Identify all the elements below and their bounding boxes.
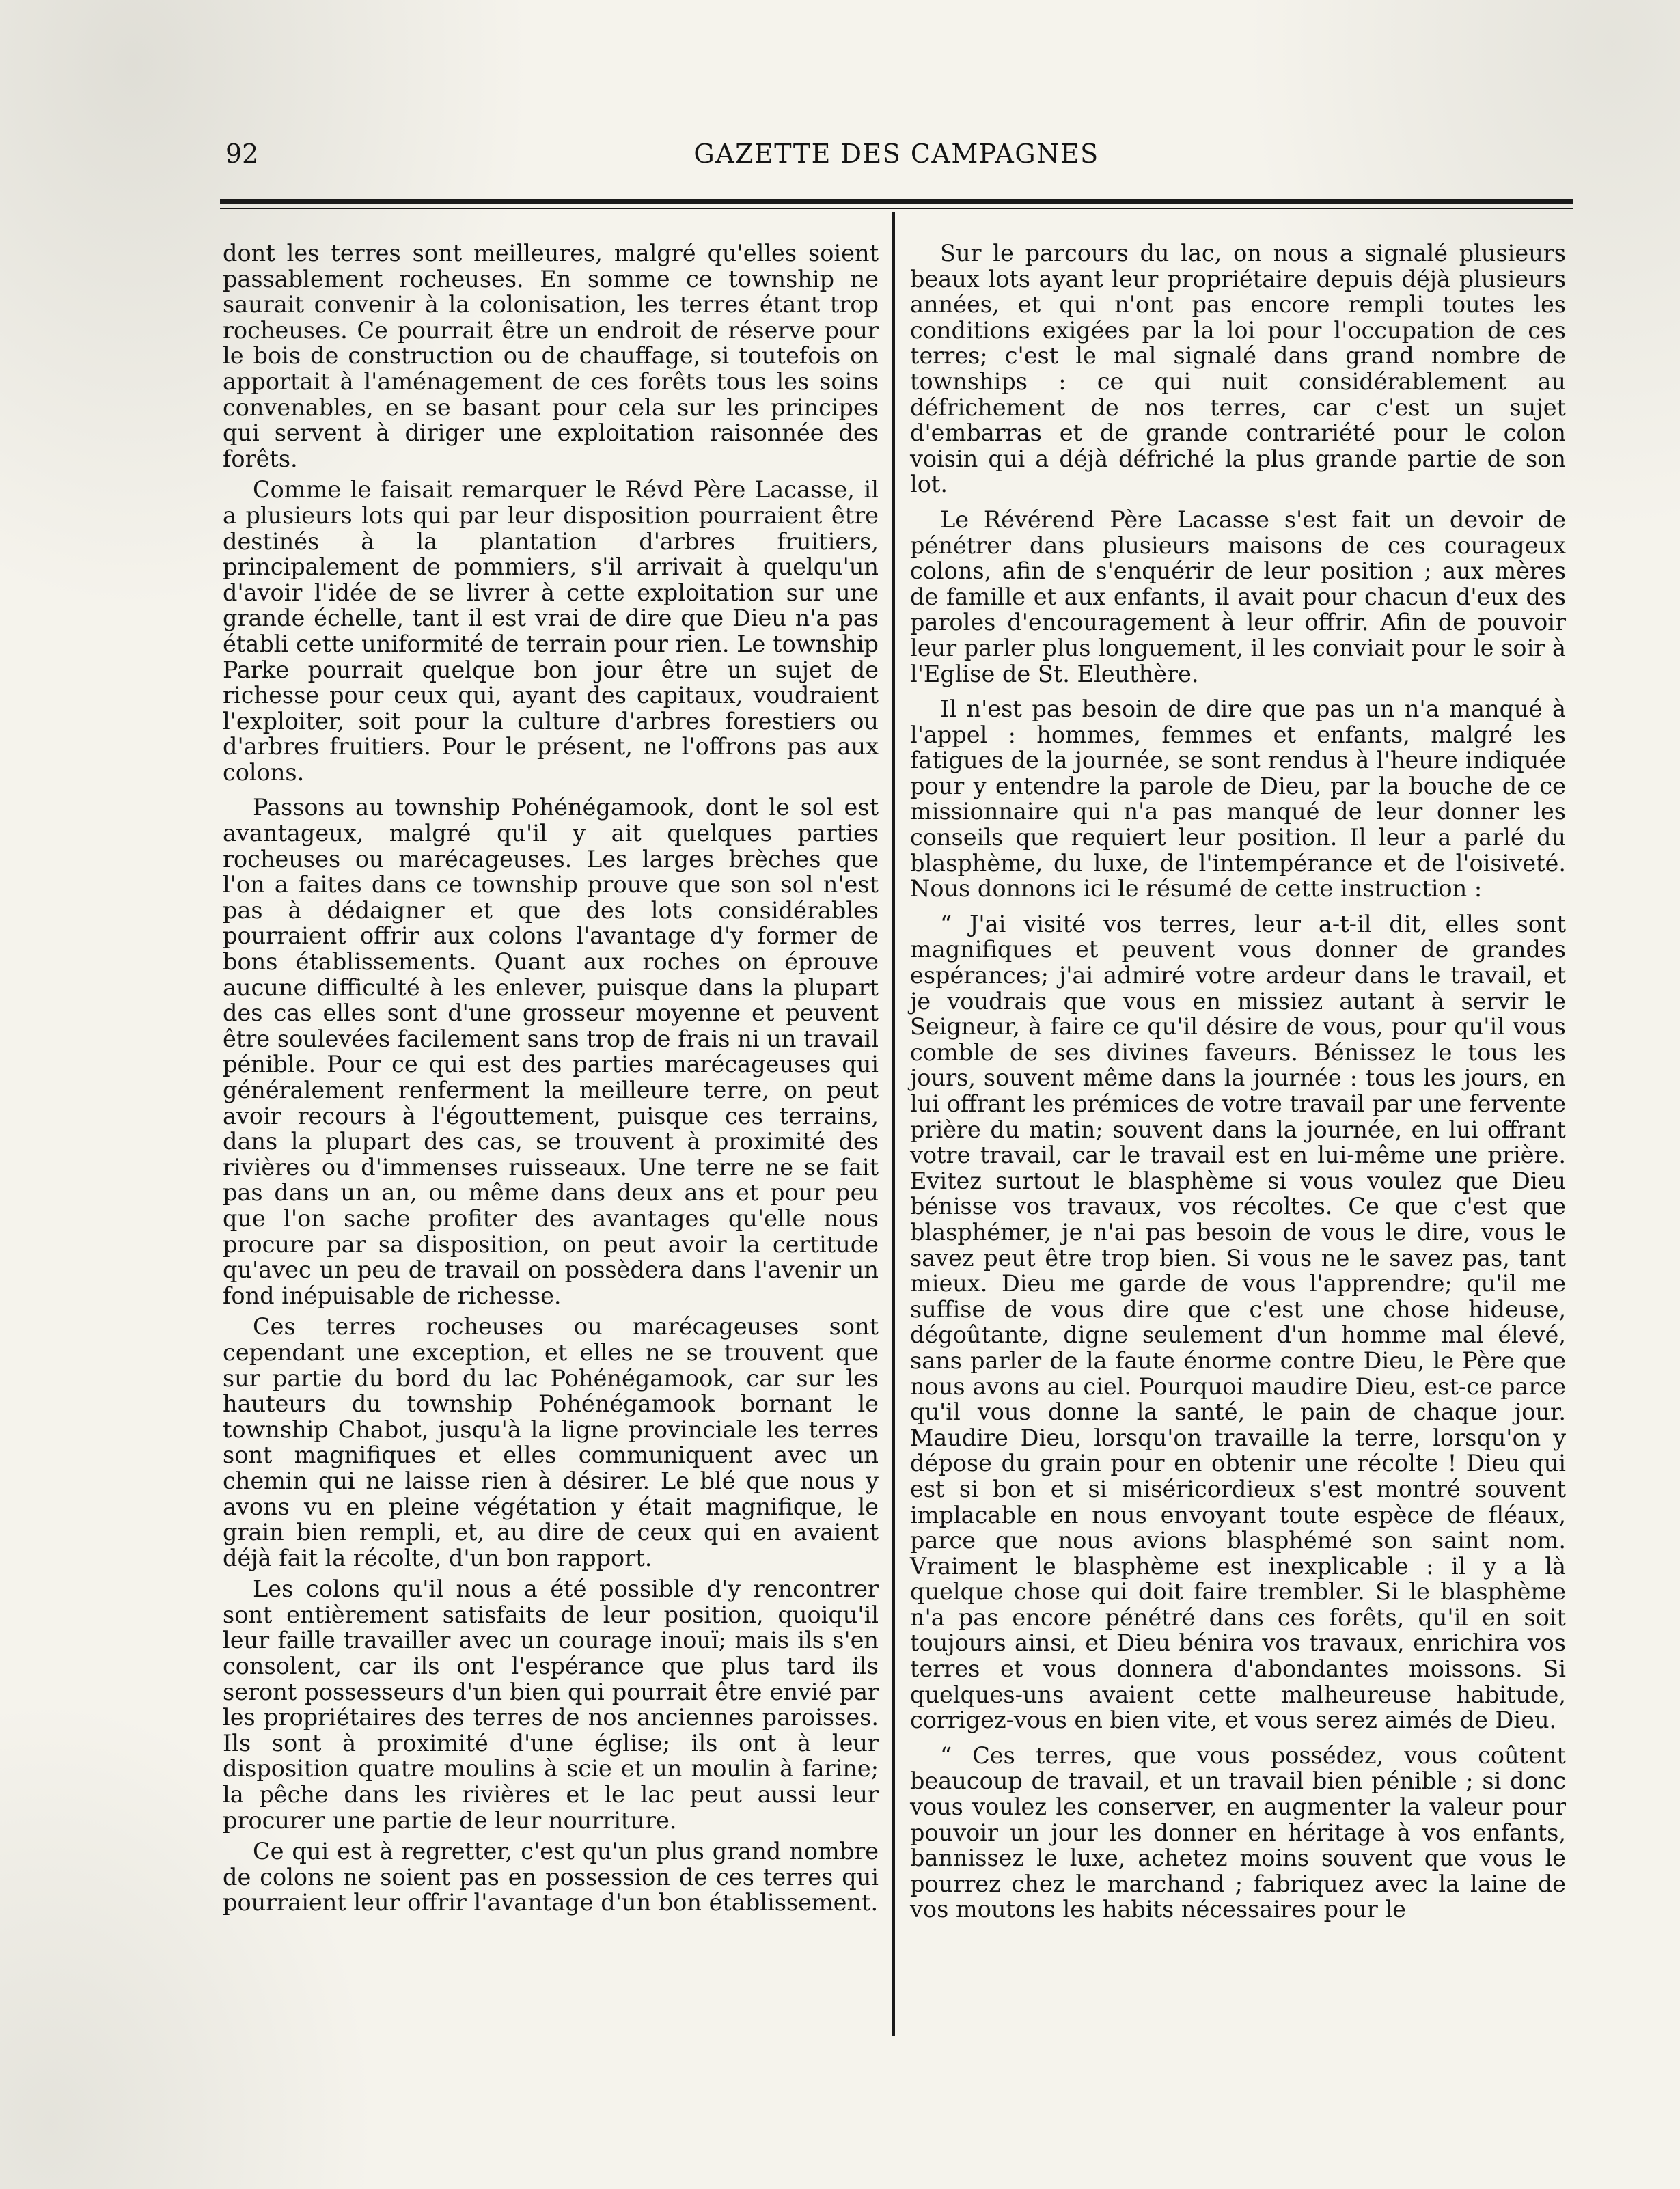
paragraph: Ces terres rocheuses ou marécageuses sont cependant une exception, et elles ne se trouvent que sur partie du bord du lac Pohénégamook, car sur les hauteurs du township Pohénégamook bornant le township Chabot, jusqu'à la ligne provinciale les terres sont magnifiques et elles communiquent avec un chemin qui ne laisse rien à désirer. Le blé que nous y avons vu en pleine végétation y était magnifique, le grain bien rempli, et, au dire de ceux qui en avaient déjà fait la récolte, d'un bon rapport. — [223, 1313, 879, 1571]
column-divider — [892, 212, 895, 2036]
paragraph: Il n'est pas besoin de dire que pas un n'a manqué à l'appel : hommes, femmes et enfants, malgré les fatigues de la journée, se sont rendus à l'heure indiquée pour y entendre la parole de Dieu, par la bouche de ce missionnaire qui n'a pas manqué de leur donner les conseils que requiert leur position. Il leur a parlé du blasphème, du luxe, de l'intempérance et de l'oisiveté. Nous donnons ici le résumé de cette instruction : — [910, 696, 1566, 903]
paragraph: Passons au township Pohénégamook, dont le sol est avantageux, malgré qu'il y ait quelques parties rocheuses ou marécageuses. Les larges brèches que l'on a faites dans ce township prouve que son sol n'est pas à dédaigner et que des lots considérables pourraient offrir aux colons l'avantage d'y former de bons établissements. Quant aux roches on éprouve aucune difficulté à les enlever, puisque dans la plupart des cas elles sont d'une grosseur moyenne et peuvent être soulevées facilement sans trop de frais ni un travail pénible. Pour ce qui est des parties marécageuses qui généralement renferment la meilleure terre, on peut avoir recours à l'égouttement, puisque ces terrains, dans la plupart des cas, se trouvent à proximité des rivières ou d'immenses ruisseaux. Une terre ne se fait pas dans un an, ou même dans deux ans et pour peu que l'on sache profiter des avantages qu'elle nous procure par sa disposition, on peut avoir la certitude qu'avec un peu de travail on possèdera dans l'avenir un fond inépuisable de richesse. — [223, 794, 879, 1309]
paragraph: dont les terres sont meilleures, malgré qu'elles soient passablement rocheuses. En somme ce township ne saurait convenir à la colonisation, les terres étant trop rocheuses. Ce pourrait être un endroit de réserve pour le bois de construction ou de chauffage, si toutefois on apportait à l'aménagement de ces forêts tous les soins convenables, en se basant pour cela sur les principes qui servent à diriger une exploitation raisonnée des forêts. — [223, 240, 879, 472]
page-header — [220, 133, 1573, 174]
paragraph: Ce qui est à regretter, c'est qu'un plus grand nombre de colons ne soient pas en possession de ces terres qui pourraient leur offrir l'avantage d'un bon établissement. — [223, 1838, 879, 1916]
paragraph: “ Ces terres, que vous possédez, vous coûtent beaucoup de travail, et un travail bien pénible ; si donc vous voulez les conserver, en augmenter la valeur pour pouvoir un jour les donner en héritage à vos enfants, bannissez le luxe, achetez moins souvent que vous le pourrez chez le marchand ; fabriquez avec la laine de vos moutons les habits nécessaires pour le — [910, 1741, 1566, 1923]
left-column — [223, 240, 879, 1921]
page-number: 92 — [225, 139, 259, 169]
paragraph: Sur le parcours du lac, on nous a signalé plusieurs beaux lots ayant leur propriétaire depuis déjà plusieurs années, et qui n'ont pas encore rempli toutes les conditions exigées par la loi pour l'occupation de ces terres; c'est le mal signalé dans grand nombre de townships : ce qui nuit considérablement au défrichement de nos terres, car c'est un sujet d'embarras et de grande contrariété pour le colon voisin qui a déjà défriché la plus grande partie de son lot. — [910, 240, 1566, 498]
publication-title: GAZETTE DES CAMPAGNES — [693, 139, 1099, 169]
header-rule-thin — [220, 208, 1573, 209]
paragraph: Comme le faisait remarquer le Révd Père Lacasse, il a plusieurs lots qui par leur disposition pourraient être destinés à la plantation d'arbres fruitiers, principalement de pommiers, s'il arrivait à quelqu'un d'avoir l'idée de se livrer à cette exploitation sur une grande échelle, tant il est vrai de dire que Dieu n'a pas établi cette uniformité de terrain pour rien. Le township Parke pourrait quelque bon jour être un sujet de richesse pour ceux qui, ayant des capitaux, voudraient l'exploiter, soit pour la culture d'arbres forestiers ou d'arbres fruitiers. Pour le présent, ne l'offrons pas aux colons. — [223, 476, 879, 786]
header-rule-thick — [220, 199, 1573, 204]
paragraph: “ J'ai visité vos terres, leur a-t-il dit, elles sont magnifiques et peuvent vous donner de grandes espérances; j'ai admiré votre ardeur dans le travail, et je voudrais que vous en missiez autant à servir le Seigneur, à faire ce qu'il désire de vous, pour qu'il vous comble de ses divines faveurs. Bénissez le tous les jours, souvent même dans la journée : tous les jours, en lui offrant les prémices de votre travail par une fervente prière du matin; souvent dans la journée, en lui offrant votre travail, car le travail est en lui-même une prière. Evitez surtout le blasphème si vous voulez que Dieu bénisse vos travaux, vos récoltes. Ce que c'est que blasphémer, je n'ai pas besoin de vous le dire, vous le savez peut être trop bien. Si vous ne le savez pas, tant mieux. Dieu me garde de vous l'apprendre; qu'il me suffise de vous dire que c'est une chose hideuse, dégoûtante, digne seulement d'un homme mal élevé, sans parler de la faute énorme contre Dieu, le Père que nous avons au ciel. Pourquoi maudire Dieu, est-ce parce qu'il vous donne la santé, le pain de chaque jour. Maudire Dieu, lorsqu'on travaille la terre, lorsqu'on y dépose du grain pour en obtenir une récolte ! Dieu qui est si bon et si miséricordieux s'est montré souvent implacable en nous envoyant toute espèce de fléaux, parce que nous avions blasphémé son saint nom. Vraiment le blasphème est inexplicable : il y a là quelque chose qui doit faire trembler. Si le blasphème n'a pas encore pénétré dans ces forêts, qu'il en soit toujours ainsi, et Dieu bénira vos travaux, enrichira vos terres et vous donnera d'abondantes moissons. Si quelques-uns avaient cette malheureuse habitude, corrigez-vous en bien vite, et vous serez aimés de Dieu. — [910, 910, 1566, 1734]
right-column — [910, 240, 1566, 1928]
paragraph: Le Révérend Père Lacasse s'est fait un devoir de pénétrer dans plusieurs maisons de ces courageux colons, afin de s'enquérir de leur position ; aux mères de famille et aux enfants, il avait pour chacun d'eux des paroles d'encouragement à leur offrir. Afin de pouvoir leur parler plus longuement, il les conviait pour le soir à l'Eglise de St. Eleuthère. — [910, 506, 1566, 687]
paragraph: Les colons qu'il nous a été possible d'y rencontrer sont entièrement satisfaits de leur position, quoiqu'il leur faille travailler avec un courage inouï; mais ils s'en consolent, car ils ont l'espérance que plus tard ils seront possesseurs d'un bien qui pourrait être envié par les propriétaires des terres de nos anciennes paroisses. Ils sont à proximité d'une église; ils ont à leur disposition quatre moulins à scie et un moulin à farine; la pêche dans les rivières et le lac peut aussi leur procurer une partie de leur nourriture. — [223, 1575, 879, 1834]
